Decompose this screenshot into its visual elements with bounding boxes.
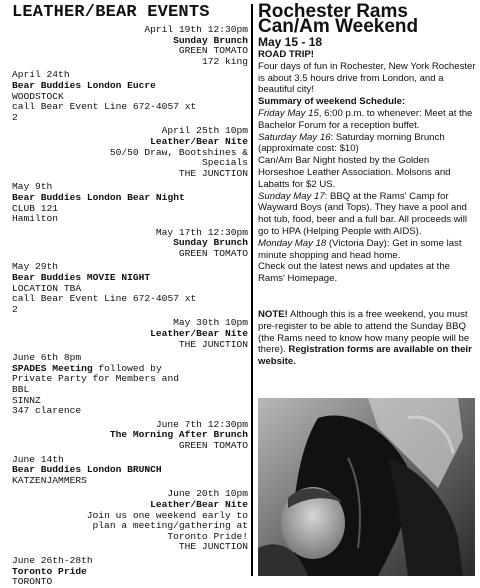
event-detail: GREEN TOMATO [178,247,248,259]
summary-heading: Summary of weekend Schedule: [258,96,406,108]
event-block [12,25,248,67]
events-title: LEATHER/BEAR EVENTS [12,3,210,22]
event-date: June 14th [12,453,64,465]
event-date: June 26th-28th [12,554,93,566]
event-detail: Hamilton [12,213,59,225]
event-block [12,318,248,350]
monday-text: (Victoria Day): Get in some last minute shopping and head home. [258,237,462,261]
event-detail: call Bear Event Line 672-4057 xt [12,293,197,305]
event-name: Leather/Bear Nite [150,498,248,510]
event-block [12,556,248,588]
event-block [12,353,248,417]
event-name: Bear Buddies London BRUNCH [12,464,162,476]
event-block [12,262,248,315]
event-name: The Morning After Brunch [109,429,248,441]
events-column [12,3,248,588]
event-name: Sunday Brunch [173,34,248,46]
event-name: Leather/Bear Nite [150,135,248,147]
event-date: May 17th 12:30pm [155,226,248,238]
event-block [12,182,248,224]
canam-item: Can/Am Bar Night hosted by the Golden Horseshoe Leather Association. Molsons and Labatts for $2 US. [258,155,451,190]
event-detail: 50/50 Draw, Bootshines & [109,146,248,158]
road-trip-label: ROAD TRIP! [258,49,314,60]
saturday-label: Saturday May 16 [258,131,331,143]
event-block [12,489,248,553]
checkout-item: Check out the latest news and updates at the Rams' Homepage. [258,261,451,285]
event-detail: THE JUNCTION [178,338,248,350]
event-detail: THE JUNCTION [178,167,248,179]
event-detail: Toronto Pride! [167,530,248,542]
event-detail: WOODSTOCK [12,90,64,102]
event-detail: THE JUNCTION [178,541,248,553]
event-detail: Private Party for Members and [12,373,179,385]
event-detail: Join us one weekend early to [86,509,248,521]
spacer [258,285,476,309]
sunday-text: : BBQ at the Rams' Camp for Wayward Boys (and Tops). They have a pool and hot tub, food, beer and a full bar. All proceeds will go to HPA (Helping People with AIDS). [258,190,468,237]
event-detail: 2 [12,111,18,123]
event-detail: LOCATION TBA [12,282,82,294]
monday-item [258,238,476,262]
event-detail: SINNZ [12,394,41,406]
event-detail: GREEN TOMATO [178,45,248,57]
note-text: Although this is a free weekend, you must pre-register to be able to attend the Sunday BBQ (the Rams need to know how many people will be there). [258,308,470,356]
event-name: Bear Buddies London Eucre [12,79,156,91]
event-date: May 30th 10pm [173,317,248,329]
article-title-line2: Can/Am Weekend [258,16,419,37]
sunday-item [258,191,476,238]
column-divider [251,4,253,576]
sunday-label: Sunday May 17 [258,190,325,202]
photo-illustration [258,398,475,576]
event-date: April 19th 12:30pm [144,24,248,35]
event-detail: call Bear Event Line 672-4057 xt [12,101,197,113]
registration-note: Registration forms are available on their website. [258,344,472,368]
event-name: Bear Buddies London Bear Night [12,191,185,203]
event-detail: SPADES Meeting followed by [12,362,162,374]
event-detail: BBL [12,384,30,395]
friday-item [258,108,476,132]
event-detail: TORONTO [12,576,53,588]
friday-text: , 6:00 p.m. to whenever: Meet at the Bachelor Forum for a reception buffet. [258,107,473,131]
event-detail: GREEN TOMATO [178,439,248,451]
event-detail: plan a meeting/gathering at [92,520,248,532]
event-detail: KATZENJAMMERS [12,474,87,486]
event-detail: 347 clarence [12,405,82,417]
event-name: Sunday Brunch [173,237,248,249]
events-list [12,25,248,588]
intro-paragraph: Four days of fun in Rochester, New York Rochester is about 3.5 hours drive from London, and a beautiful city! [258,60,476,96]
event-block [12,126,248,179]
monday-label: Monday May 18 [258,237,327,249]
event-block [12,70,248,123]
event-date: April 25th 10pm [161,125,248,137]
event-detail: 2 [12,303,18,315]
event-date: May 9th [12,181,53,193]
friday-label: Friday May 15 [258,107,319,119]
event-date: June 6th 8pm [12,352,82,364]
event-date: June 7th 12:30pm [155,418,248,430]
event-date: April 24th [12,69,70,81]
event-block [12,455,248,487]
note-paragraph [258,309,476,368]
rochester-article [258,1,476,368]
event-date: June 20th 10pm [167,488,248,500]
event-detail: Specials [201,157,248,169]
saturday-text: : Saturday morning Brunch (approximate cost: $10) [258,131,445,155]
article-dates: May 15 - 18 [258,35,323,49]
event-name: Toronto Pride [12,565,87,577]
event-block [12,228,248,260]
leather-photo [258,398,475,576]
event-block [12,420,248,452]
saturday-item [258,132,476,156]
event-name: Bear Buddies MOVIE NIGHT [12,272,151,284]
event-name: Leather/Bear Nite [150,328,248,340]
event-date: May 29th [12,261,59,273]
article-title-line1: Rochester Rams [258,1,408,22]
event-detail: CLUB 121 [12,202,59,214]
event-detail: 172 king [201,55,248,67]
note-label: NOTE! [258,308,288,320]
